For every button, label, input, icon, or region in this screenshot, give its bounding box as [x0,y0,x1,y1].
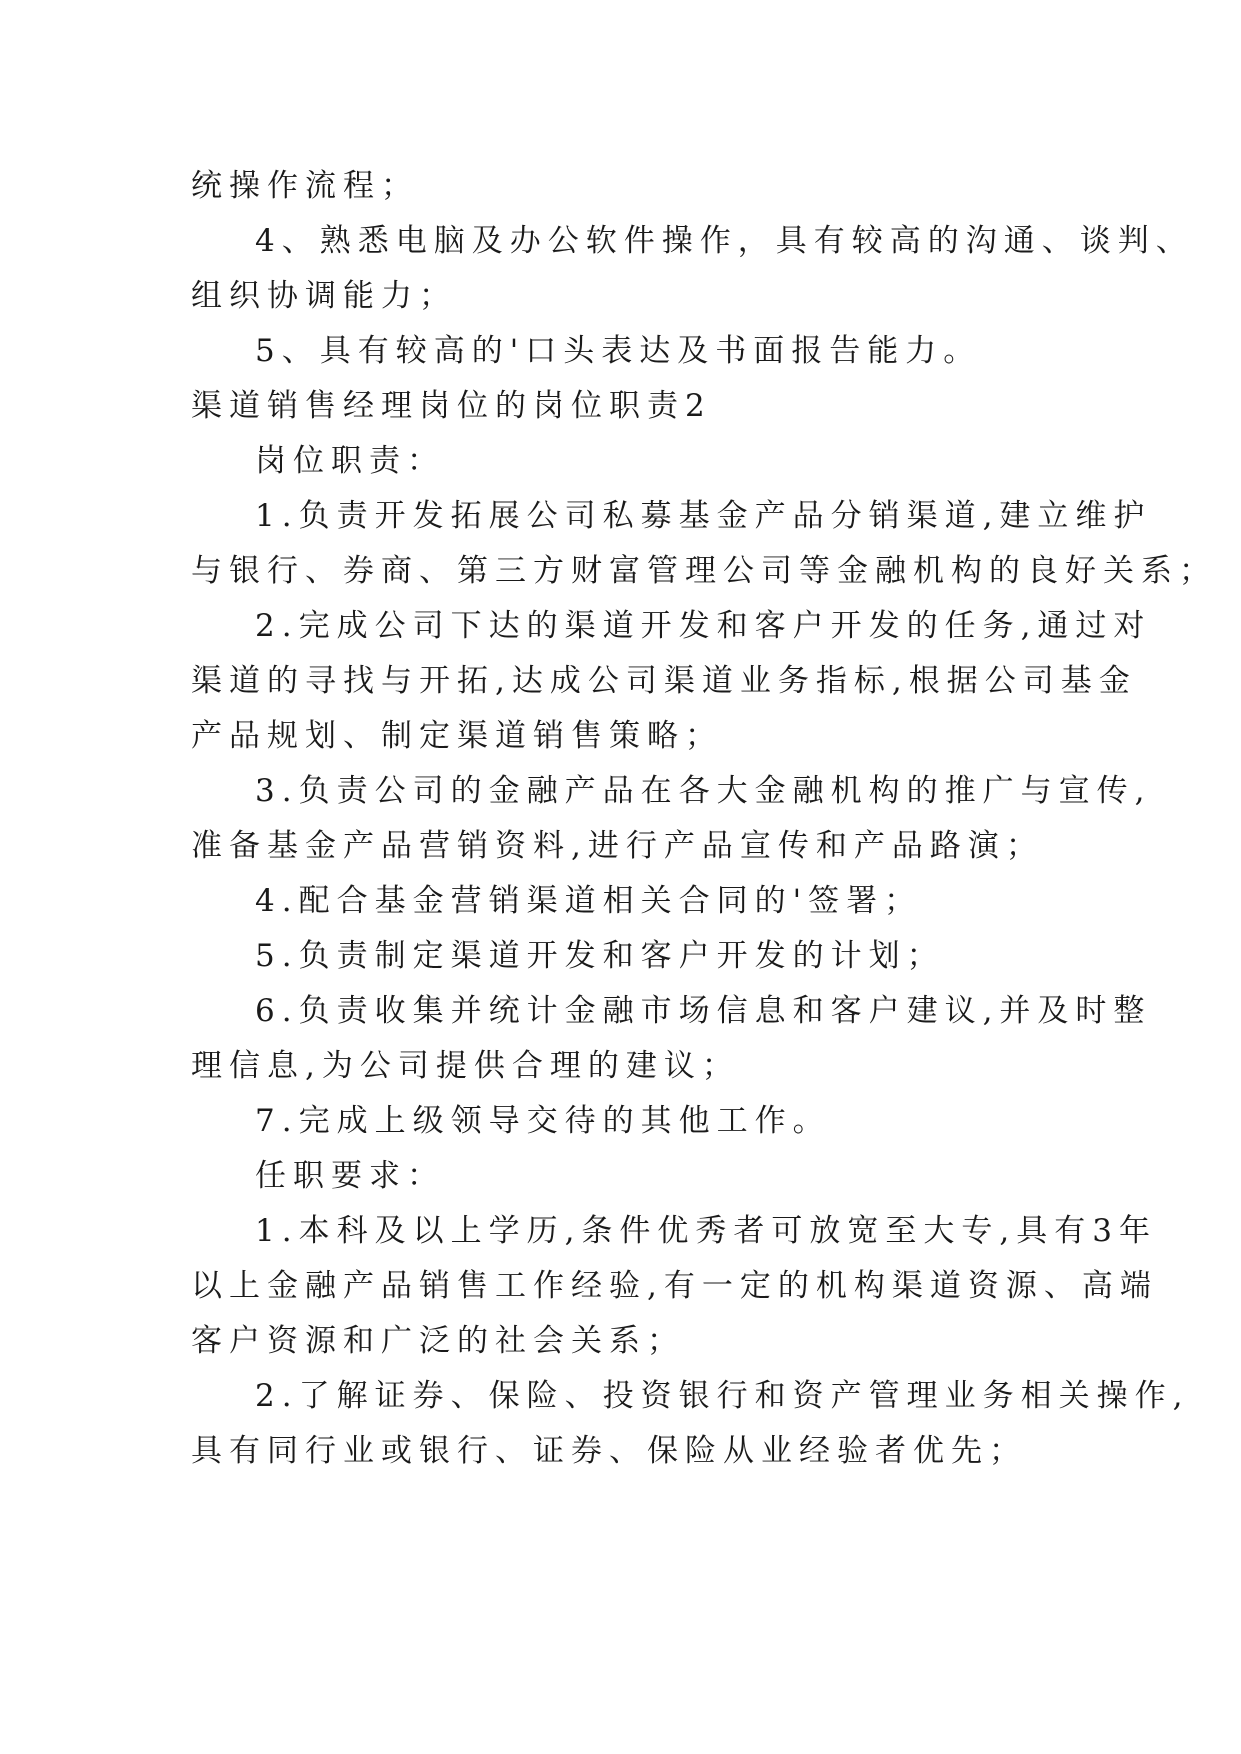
section-heading: 渠道销售经理岗位的岗位职责2 [191,388,712,424]
subheading-requirements: 任职要求： [255,1158,445,1194]
subheading-duties: 岗位职责： [255,443,445,479]
text-line: 具有同行业或银行、证券、保险从业经验者优先； [191,1433,1027,1469]
text-line: 4、熟悉电脑及办公软件操作，具有较高的沟通、谈判、 [255,223,1194,259]
text-line: 4.配合基金营销渠道相关合同的'签署； [255,883,923,919]
text-line: 准备基金产品营销资料,进行产品宣传和产品路演； [191,828,1044,864]
text-line: 与银行、券商、第三方财富管理公司等金融机构的良好关系； [191,553,1217,589]
text-line: 组织协调能力； [191,278,457,314]
text-line: 3.负责公司的金融产品在各大金融机构的推广与宣传, [255,773,1152,809]
text-line: 6.负责收集并统计金融市场信息和客户建议,并及时整 [255,993,1152,1029]
text-line: 2.了解证券、保险、投资银行和资产管理业务相关操作, [255,1378,1190,1414]
text-line: 客户资源和广泛的社会关系； [191,1323,685,1359]
text-line: 5.负责制定渠道开发和客户开发的计划； [255,938,945,974]
text-line: 统操作流程； [191,168,419,204]
text-line: 2.完成公司下达的渠道开发和客户开发的任务,通过对 [255,608,1152,644]
text-line: 1.本科及以上学历,条件优秀者可放宽至大专,具有3年 [255,1213,1158,1249]
text-line: 产品规划、制定渠道销售策略； [191,718,723,754]
text-line: 5、具有较高的'口头表达及书面报告能力。 [255,333,982,369]
text-line: 1.负责开发拓展公司私募基金产品分销渠道,建立维护 [255,498,1152,534]
text-line: 渠道的寻找与开拓,达成公司渠道业务指标,根据公司基金 [191,663,1137,699]
text-line: 以上金融产品销售工作经验,有一定的机构渠道资源、高端 [191,1268,1158,1304]
text-line: 7.完成上级领导交待的其他工作。 [255,1103,831,1139]
text-line: 理信息,为公司提供合理的建议； [191,1048,740,1084]
